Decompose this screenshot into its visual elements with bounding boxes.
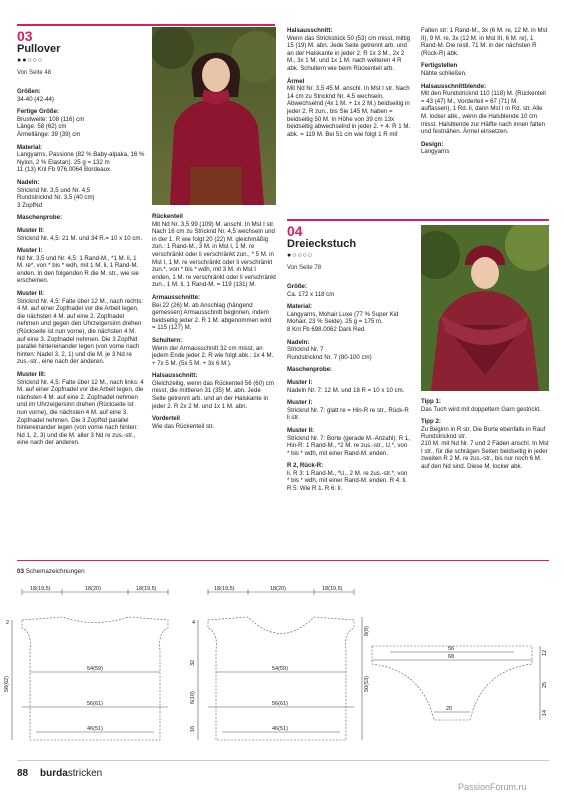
paragraph-heading: Halsausschnitt: [152,372,198,380]
paragraph-heading: Nadeln: [287,338,310,346]
pattern-number: 04 [287,223,303,239]
paragraph [287,427,411,457]
paragraph-text: Mit Nd Nr. 3,5 99 (109) M. anschl. In Mst I str. Nach 16 cm zu Stricknd Nr. 4,5 wechseln und in der 1. R wie folgt 20 (22) M. gleichmäßig zun.: 1 Rand-M., 3 M. in Mst I, 1 M. re verschränkt oder li verschränkt zun., * 5 M. in Mst I, 1 M. re verschränkt oder li verschränkt zun.*, von * bis * wdh, mit 3 M. in Mst I enden, 1 M. re verschränkt oder li verschränkt zun., 1 M. li, 1 Rand-M. = 119 (131) M. [152,220,276,289]
paragraph-heading: Armausschnitte: [152,293,201,301]
paragraph [421,27,549,57]
pullover-photo [152,27,276,205]
paragraph-text: li. R 3: 1 Rand-M., *U., 2 M. re zus.-str.*, von * bis * wdh, mit einer Rand-M. enden. R 4: li. R 5: Wie R 1. R 6: li. [287,469,408,493]
paragraph-heading: Muster I: [287,399,313,407]
front-right-dim-1: 8(9) [364,626,370,636]
schematics-number: 03 [17,568,25,575]
paragraph-heading: Nadeln: [17,178,40,186]
back-shoulder-dim: 2 [6,620,10,626]
paragraph-heading: R 2, Rück-R: [287,462,324,470]
paragraph [17,247,145,285]
watermark: PassionForum.ru [458,782,527,792]
pullover-column-3 [287,27,411,143]
paragraph [152,294,276,332]
paragraph-heading: Muster II: [17,290,45,298]
paragraph [421,418,549,441]
back-top-right-dim: 18(19,5) [136,586,157,592]
schematics-heading [17,568,85,575]
paragraph-heading: Rückenteil [152,213,183,220]
pattern-title: Dreieckstuch [287,238,357,250]
paragraph-heading: Ärmel [287,77,305,85]
paragraph [421,62,549,77]
front-top-left-dim: 18(19,5) [214,586,235,592]
paragraph-text: Bei 22 (26) M. ab Anschlag (hängend gemessen) Armausschnitt beginnen, indem beidseitig jeder 2. R 1 M. abgenommen wird = 115 (127) M. [152,301,272,332]
sleeve-right-dim-1: 12 [542,649,548,656]
paragraph-heading: Muster I: [287,378,313,386]
difficulty-rating: ●○○○○ [287,252,314,259]
paragraph-text: Das Tuch wird mit doppeltem Garn gestrickt. [421,405,541,413]
front-width-mid: 56(61) [272,701,288,707]
brand-bold: burda [40,768,68,779]
instructions-text: 210 M. mit Nd Nr. 7 und 2 Fäden anschl. In Mst I str., für die schrägen Seiten beidseitig in jeder zweiten R 2 M. re zus.-str., bis nur noch 6 M. auf den Nd sind. Diese M. locker abk. [421,440,549,470]
paragraph-text: Stricknd Nr. 7 Rundstricknd Nr. 7 (80-100 cm) [287,346,372,361]
schematics-drawings [0,580,564,750]
paragraph-text: Stricknd Nr. 4,5: Falte über 12 M., nach links: 4 M. auf einer Zopfnadel vor die Arbeit legen, die nächsten 4 M. auf eine 2. Zopfnadel nehmen und im Uhrzeigersinn drehen (Rückseite ist nun vorne), die nächsten 4 M. auf eine 3. Zopfnadel nehmen. Die 3 ZopfNd parallel hintereinander legen (von vorne nach hinten: Nd 1, 2, 3) und die M. aller 3 Nd re zus.-str., eine nach der anderen. [17,378,144,447]
paragraph [287,462,411,492]
back-width-chest: 54(59) [87,666,103,672]
woman-in-red-sweater-image [152,27,276,205]
paragraph-text: Stricknd Nr. 4,5: Falte über 12 M., nach rechts: 4 M. auf einer Zopfnadel vor die Arbeit legen, die nächsten 4 M. auf eine 2. Zopfnadel nehmen und gegen den Uhrzeigersinn drehen (Rückseite ist nun vorne), die nächsten 4 M. auf eine 3. Zopfnadel nehmen. Die 3 ZopfNd parallel hintereinander legen (von vorne nach hinten: Nadel 3, 2, 1) und die M. je 3 Nd re zus.-str., eine nach der anderen. [17,297,143,366]
paragraph-heading: Material: [287,303,313,311]
brand-rest: stricken [67,768,103,779]
paragraph-text: Gleichzeitig, wenn das Rückenteil 56 (60) cm misst, die mittleren 31 (35) M. abn. Jede Seite getrennt arb. und an der Halskante in jeder 2. R 2x 2 M. und 1x 1 M. abn. [152,379,274,410]
back-width-mid: 56(61) [87,701,103,707]
schematics-title: Schemazeichnungen [25,568,85,575]
schematics-divider [17,560,549,561]
paragraph-heading: Fertige Größe: [17,108,59,116]
paragraph-text: Langyarns [421,148,450,156]
paragraph-heading: Tipp 2: [421,418,441,426]
pattern-number: 03 [17,28,33,44]
paragraph-text: Nadeln Nr. 7: 12 M. und 18 R = 10 x 10 cm. [287,386,405,394]
paragraph [287,379,411,394]
paragraph-text: Wenn das Strickstück 50 (53) cm misst, mittig 15 (19) M. abn. Jede Seite getrennt arb. und an der Halskante in jeder 2. R 1x 3 M., 2x 2 M., 3x 1 M. und 1x 1 M. nach welteren 4 R abk. Schultern wie beim Rückenteil arb. [287,34,411,72]
page-reference: Von Seite 78 [287,265,322,271]
back-piece-outline [22,617,168,740]
dreieckstuch-photo [421,225,549,391]
paragraph [421,141,549,156]
paragraph [17,227,145,242]
paragraph-text: Brustweite: 108 (116) cm Länge: 58 (62) cm Ärmellänge: 39 (39) cm [17,115,85,138]
page-number: 88 [17,768,29,779]
paragraph-heading: Tipp 1: [421,398,441,405]
paragraph-heading: Halsausschnittblende: [421,82,487,90]
paragraph-text: 34-40 (42-44) [17,95,54,103]
paragraph-text: Stricknd Nr. 7: glatt re = Hin-R re str., Rück-R li str. [287,406,409,422]
front-left-dim-4: 16 [190,725,196,732]
sleeve-width-full: 68 [448,654,455,660]
dreieckstuch-instructions [421,440,549,475]
paragraph-heading: Maschenprobe: [17,214,63,222]
page-reference: Von Seite 48 [17,70,52,76]
paragraph-heading: Vorderteil [152,415,180,423]
front-piece-outline [208,617,354,740]
front-top-right-dim: 18(19,5) [322,586,343,592]
paragraph-heading: Halsausschnitt: [287,27,333,34]
paragraph [17,88,145,103]
paragraph [17,179,145,209]
paragraph [17,290,145,366]
paragraph [17,371,145,447]
paragraph-heading: Muster II: [287,426,315,434]
paragraph-text: Nähte schließen. [421,69,467,77]
paragraph [421,398,549,413]
paragraph-heading: Muster I: [17,247,43,255]
paragraph-heading: Muster III: [17,371,46,378]
paragraph [287,27,411,73]
paragraph-heading: Größe: [287,283,307,290]
back-top-mid-dim: 18(20) [85,586,101,592]
paragraph [152,213,276,289]
pullover-column-4 [421,27,549,161]
paragraph [152,415,276,430]
paragraph [17,108,145,138]
paragraph-text: Nd Nr. 3,5 und Nr. 4,5: 1 Rand-M., *1 M. li, 1 M. re*, von * bis * wdh, mit 1 M. li, 1 Rand-M. enden. In den folgenden R die M. str., wie sie erscheinen. [17,254,139,285]
paragraph [152,337,276,367]
sleeve-right-dim-3: 14 [542,709,548,716]
paragraph-text: Stricknd Nr. 4,5: 21 M. und 34 R.= 10 x 10 cm. [17,234,143,242]
paragraph [17,144,145,174]
paragraph-heading: Material: [17,143,43,151]
paragraph-heading: Muster II: [17,226,45,234]
paragraph [421,83,549,136]
back-width-hem: 46(51) [87,726,103,732]
pullover-column-2 [152,213,276,435]
back-top-left-dim: 18(19,5) [30,586,51,592]
front-width-chest: 54(59) [272,666,288,672]
front-left-dim-1: 4 [192,620,196,626]
magazine-brand [40,768,102,779]
paragraph-heading: Design: [421,140,444,148]
paragraph-heading: Größen: [17,88,41,95]
front-left-dim-3: 6(10) [190,691,196,704]
paragraph-text: Stricknd Nr. 3,5 und Nr. 4,5 Rundstricknd Nr. 3,5 (40 cm) 3 ZopfNd [17,186,95,209]
paragraph-heading: Maschenprobe: [287,366,333,374]
paragraph [287,339,411,362]
sleeve-right-dim-2: 25 [542,681,548,688]
footer-rule [17,760,549,761]
paragraph-text: Wie das Rückenteil str. [152,422,214,430]
dreieckstuch-column-1 [287,283,411,498]
sleeve-width-cuff: 20 [446,706,453,712]
paragraph-text: Wenn der Armausschnitt 32 cm misst, an jedem Ende jeder 2. R wie folgt abk.: 1x 4 M. + 7x 5 M. (5x 5 M. + 3x 6 M.). [152,344,274,367]
paragraph-heading: Schultern: [152,336,183,344]
dreieckstuch-tips [421,398,549,446]
paragraph [287,283,411,298]
paragraph-text: Mit Nd Nr. 3,5 45 M. anschl. In Mst I str. Nach 14 cm zu Stricknd Nr. 4,5 wechseln. Abwechselnd (4x 1 M. + 1x 2 M.) beidseitig in jeder 2. R zun., bis Sie 145 M. haben = beidseitig 50 M. In Höhe von 39 cm 13x beidseitig abwechselnd in jeder 2. + 4. R 1 M. abk. = 119 M. Bei 51 cm wie folgt 1 R mit [287,85,411,138]
front-top-mid-dim: 18(20) [270,586,286,592]
sleeve-width-top: 56 [448,646,455,652]
paragraph [287,366,411,374]
paragraph-heading: Fertigstellen [421,62,458,70]
paragraph-text: Ca. 172 x 118 cm [287,290,335,298]
front-left-dim-2: 32 [190,659,196,666]
paragraph-text: Langyarns, Passione (82 % Baby-alpaka, 16 % Nylon, 2 % Elastan). 25 g = 132 m 11 (13) Knl Fb 976.0064 Bordeaux. [17,151,145,174]
section-rule-pullover [17,24,275,26]
paragraph-text: Stricknd Nr. 7: Borte (gerade M.-Anzahl): R 1, Hin-R: 1 Rand-M., *2 M. re zus.-str., U.*, von * bis * wdh, mit einer Rand-M. enden. [287,434,410,457]
paragraph-text: Falten str: 1 Rand-M., 3x (6 M. re, 12 M. in Mst II), 9 M. re, 3x (12 M. in Mst III, 6 M. re), 1 Rand-M. Die restl. 71 M. in der nächsten R (Rück-R) abk. [421,27,548,57]
pattern-title: Pullover [17,43,61,55]
paragraph-text: Mit den Rundstricknd 110 (118) M. (Rückenteil = 43 (47) M., Vorderteil = 67 (71) M. auffassen), 1 Rd. li, dann Mst I in Rd. str. Alle M. locker abk., wenn die Halsblende 10 cm misst. Halsblende zur Hälfte nach innen falten und festnähen. Ärmel einsetzen. [421,90,546,136]
paragraph [287,399,411,422]
front-width-hem: 46(51) [272,726,288,732]
section-rule-dreieckstuch [287,219,549,221]
paragraph-text: Zu Beginn in R str. Die Borte ebenfalls in Rauf Rundstricknd str. [421,425,546,441]
front-right-dim-2: 50(53) [364,676,370,692]
difficulty-rating: ●●○○○ [17,57,44,64]
woman-with-shawl-image [421,225,549,391]
paragraph-text: Langyarns, Mohair Luxe (77 % Super Kid Mohair, 23 % Seide). 25 g = 175 m. 8 Knl Fb 698.0062 Dark Red [287,310,399,333]
paragraph [17,214,145,222]
paragraph [287,78,411,139]
pullover-column-1 [17,88,145,452]
paragraph [287,303,411,333]
paragraph [152,372,276,410]
back-length-dim: 58(62) [4,676,10,692]
